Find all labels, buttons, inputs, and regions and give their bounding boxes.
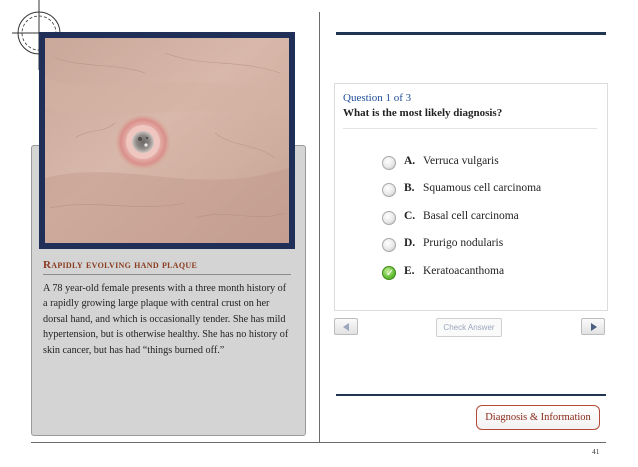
page-number: 41	[592, 447, 600, 456]
vertical-divider	[319, 12, 320, 442]
clinical-photo	[45, 38, 289, 243]
case-description: A 78 year-old female presents with a three month history of a rapidly growing large plaque with central crust on her dorsal hand, and which is occasionally tender. She has mild hypertension, but is otherwise healthy. She has no history of skin cancer, but has had “things burned off.”	[43, 283, 289, 356]
choice-a[interactable]	[382, 155, 592, 173]
choice-label: Basal cell carcinoma	[423, 210, 519, 222]
choice-label: Keratoacanthoma	[423, 265, 505, 277]
question-number: Question 1 of 3	[343, 92, 412, 104]
choice-b[interactable]	[382, 182, 592, 200]
choice-letter: B.	[404, 182, 415, 194]
choice-letter: E.	[404, 265, 415, 277]
choice-letter: C.	[404, 210, 416, 222]
question-divider	[343, 128, 597, 129]
radio-button-selected[interactable]	[382, 266, 396, 280]
previous-button[interactable]	[334, 318, 358, 335]
case-title: Rapidly evolving hand plaque	[43, 259, 198, 271]
choice-label: Prurigo nodularis	[423, 237, 504, 249]
choice-d[interactable]	[382, 237, 592, 255]
checkmark-icon: ✓	[385, 268, 395, 279]
footer-rule	[336, 394, 606, 396]
triangle-left-icon	[335, 319, 359, 336]
radio-button[interactable]	[382, 183, 396, 197]
choice-label: Verruca vulgaris	[423, 155, 499, 167]
radio-button[interactable]	[382, 156, 396, 170]
diagnosis-information-button[interactable]: Diagnosis & Information	[476, 405, 600, 430]
choice-letter: A.	[404, 155, 416, 167]
choice-letter: D.	[404, 237, 416, 249]
radio-button[interactable]	[382, 211, 396, 225]
case-title-divider	[43, 274, 291, 275]
page-bottom-rule	[31, 442, 606, 443]
radio-button[interactable]	[382, 238, 396, 252]
question-text: What is the most likely diagnosis?	[343, 107, 503, 119]
choice-label: Squamous cell carcinoma	[423, 182, 542, 194]
choice-e[interactable]	[382, 265, 592, 283]
header-rule	[336, 32, 606, 35]
check-answer-button[interactable]: Check Answer	[436, 318, 502, 337]
choice-c[interactable]	[382, 210, 592, 228]
triangle-right-icon	[582, 319, 606, 336]
next-button[interactable]	[581, 318, 605, 335]
